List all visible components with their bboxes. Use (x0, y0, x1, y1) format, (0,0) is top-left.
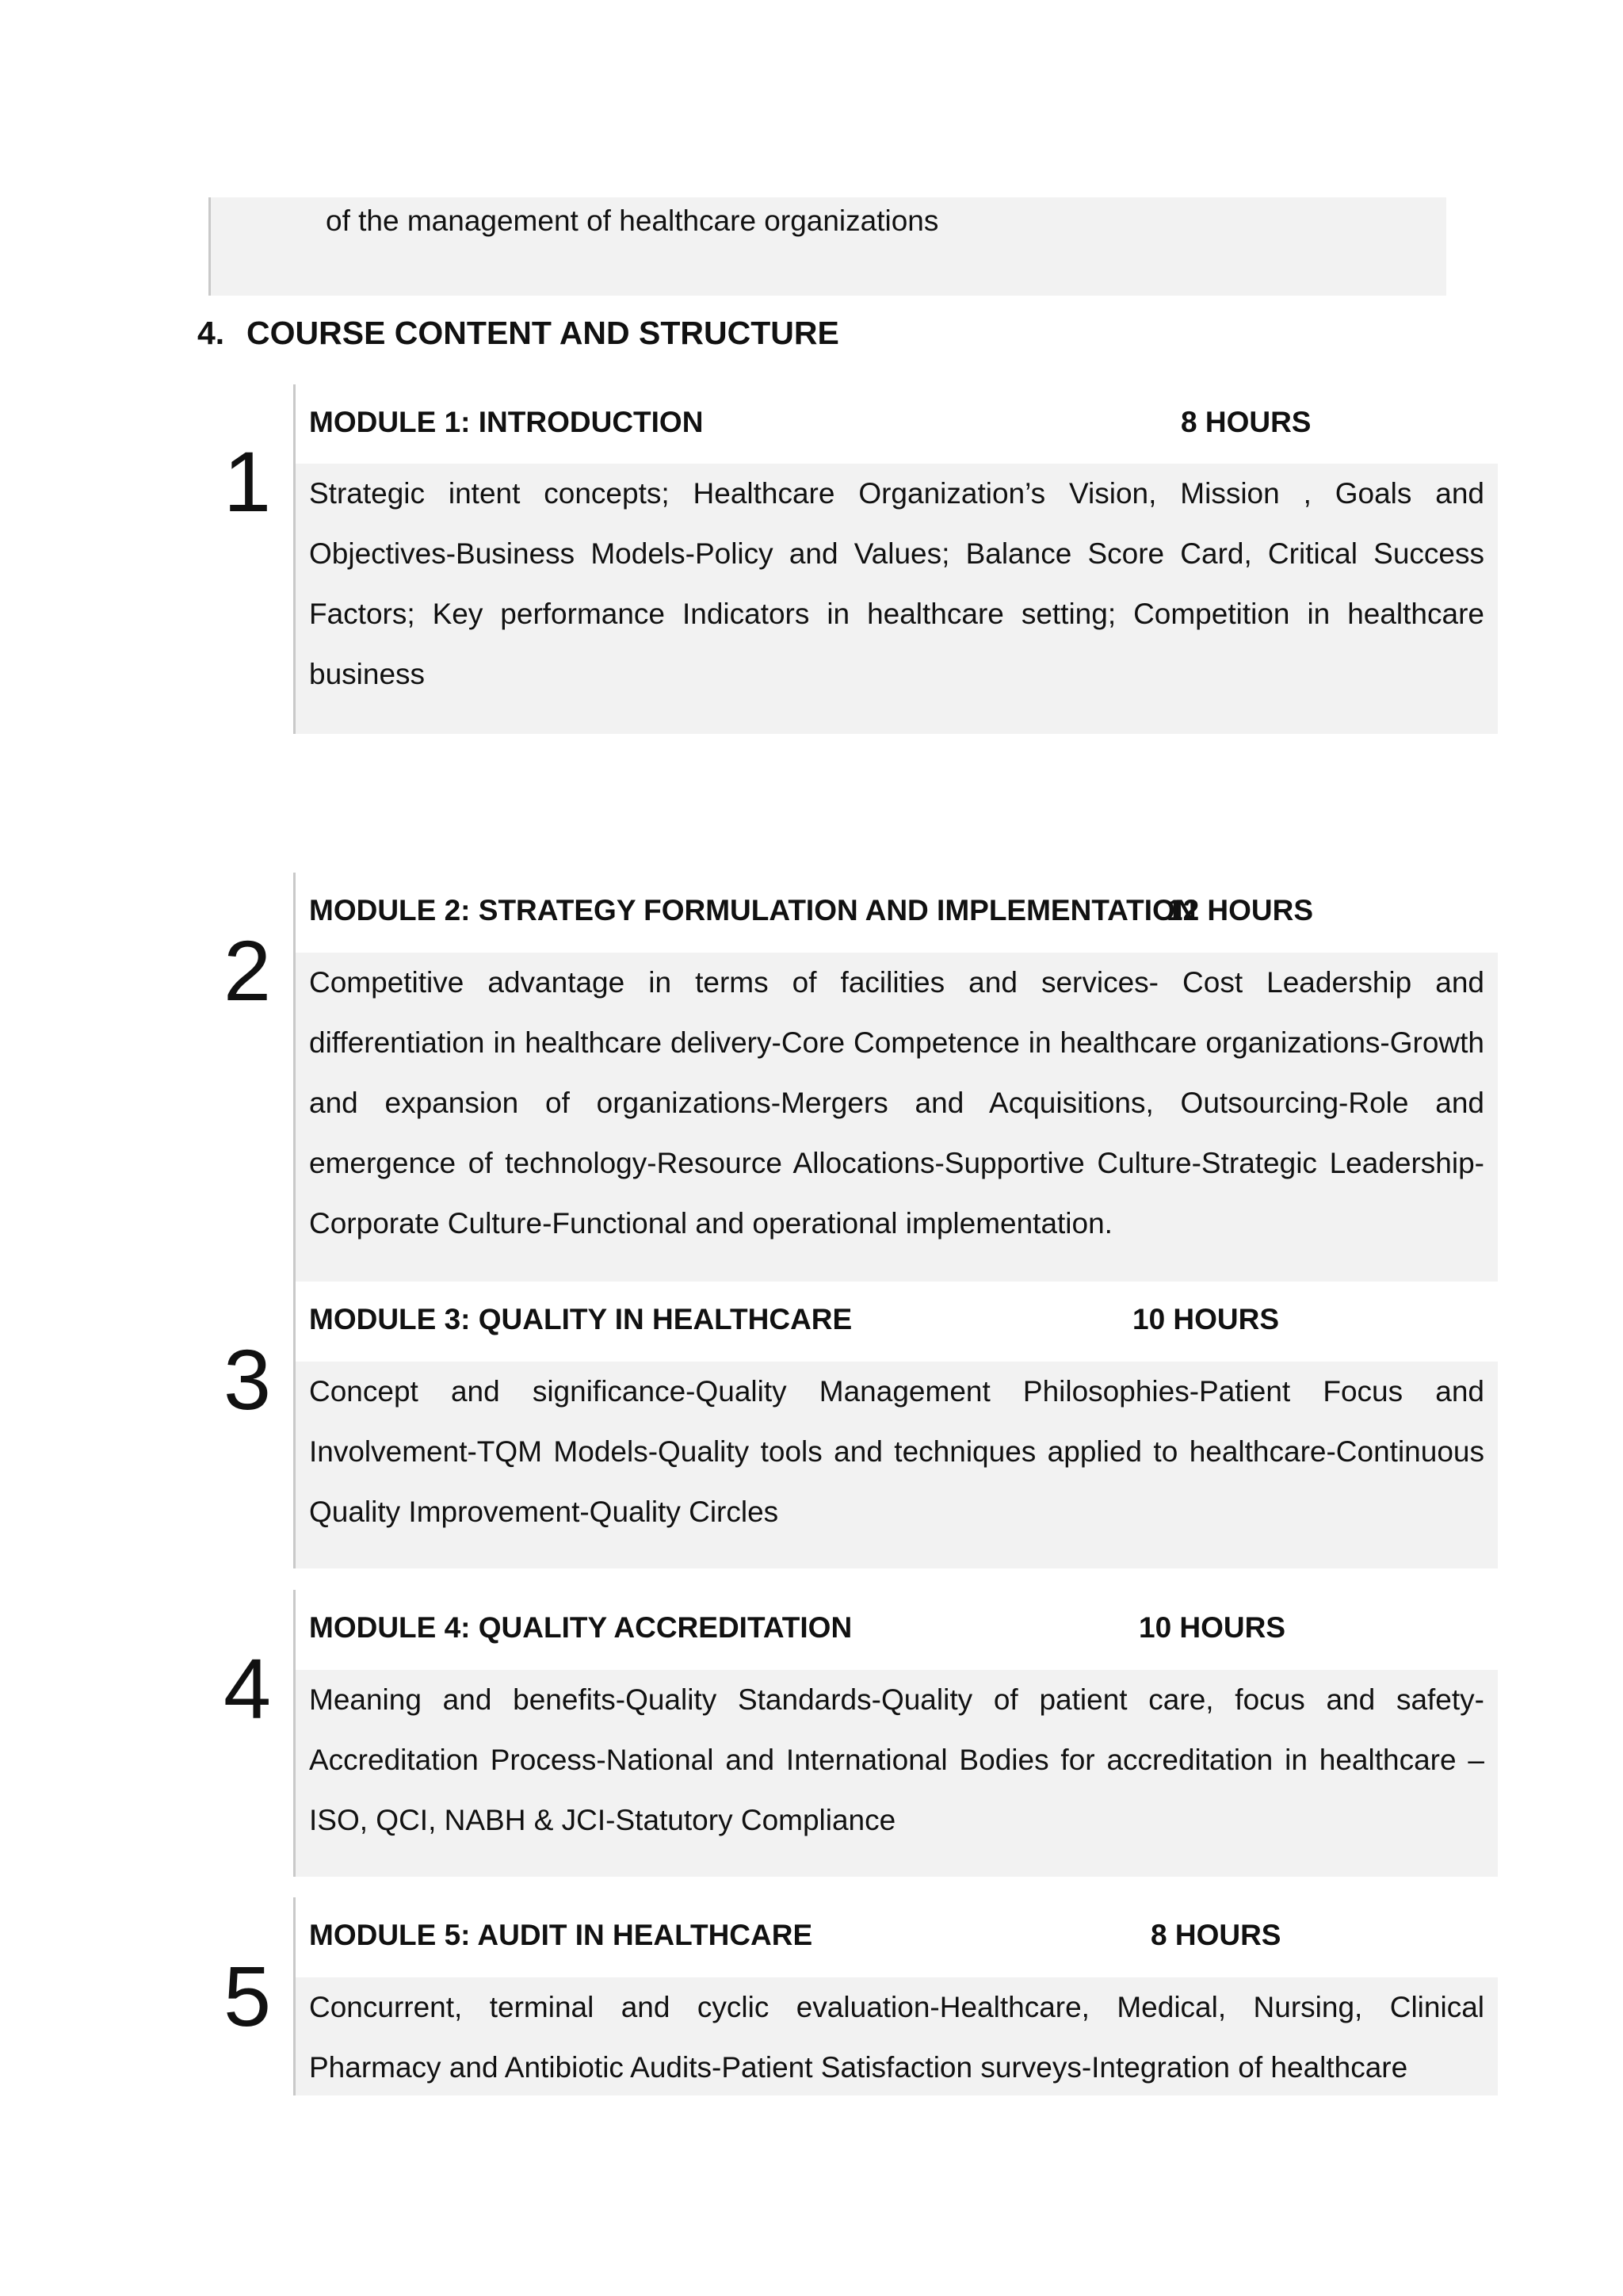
module-title: MODULE 1: INTRODUCTION (309, 406, 704, 438)
section-heading (197, 311, 839, 355)
module-title: MODULE 5: AUDIT IN HEALTHCARE (309, 1919, 813, 1951)
section-title: COURSE CONTENT AND STRUCTURE (246, 315, 839, 351)
module-description: Concept and significance-Quality Management Philosophies-Patient Focus and Involvement-TQM Models-Quality tools and techniques applied to healthcare-Continuous Quality Improvement-Quality Circles (309, 1375, 1484, 1528)
module-description: Meaning and benefits-Quality Standards-Quality of patient care, focus and safety-Accreditation Process-National and International Bodies for accreditation in healthcare – ISO, QCI, NABH & JCI-Statutory Compliance (309, 1683, 1484, 1836)
module-title: MODULE 2: STRATEGY FORMULATION AND IMPLEMENTATION (309, 894, 1197, 926)
module-number: 4 (223, 1641, 272, 1736)
module-description: Strategic intent concepts; Healthcare Organization’s Vision, Mission , Goals and Objectives-Business Models-Policy and Values; Balance Score Card, Critical Success Factors; Key performance Indicators in healthcare setting; Competition in healthcare business (309, 477, 1484, 690)
module-body (296, 464, 1498, 734)
module-hours: 10 HOURS (1139, 1611, 1286, 1644)
module-description: Concurrent, terminal and cyclic evaluation-Healthcare, Medical, Nursing, Clinical Pharmacy and Antibiotic Audits-Patient Satisfaction surveys-Integration of healthcare (309, 1991, 1484, 2084)
module-hours: 12 HOURS (1167, 894, 1314, 926)
module-body (296, 1977, 1498, 2095)
module-hours: 8 HOURS (1151, 1919, 1281, 1951)
module-number: 1 (223, 434, 272, 529)
module-number: 2 (223, 923, 272, 1018)
module-description: Competitive advantage in terms of facilities and services- Cost Leadership and differentiation in healthcare delivery-Core Competence in healthcare organizations-Growth and expansion of organizations-Mergers and Acquisitions, Outsourcing-Role and emergence of technology-Resource Allocations-Supportive Culture-Strategic Leadership-Corporate Culture-Functional and operational implementation. (309, 966, 1484, 1240)
module-title: MODULE 3: QUALITY IN HEALTHCARE (309, 1303, 853, 1335)
module-hours: 10 HOURS (1132, 1303, 1280, 1335)
module-number: 5 (223, 1948, 272, 2044)
module-number: 3 (223, 1331, 272, 1427)
continuation-block (208, 197, 1446, 296)
section-number: 4. (197, 315, 225, 351)
module-body (296, 953, 1498, 1282)
module-title: MODULE 4: QUALITY ACCREDITATION (309, 1611, 853, 1644)
module-body (296, 1362, 1498, 1568)
module-body (296, 1670, 1498, 1877)
module-hours: 8 HOURS (1181, 406, 1312, 438)
continuation-text: of the management of healthcare organizations (326, 204, 939, 237)
